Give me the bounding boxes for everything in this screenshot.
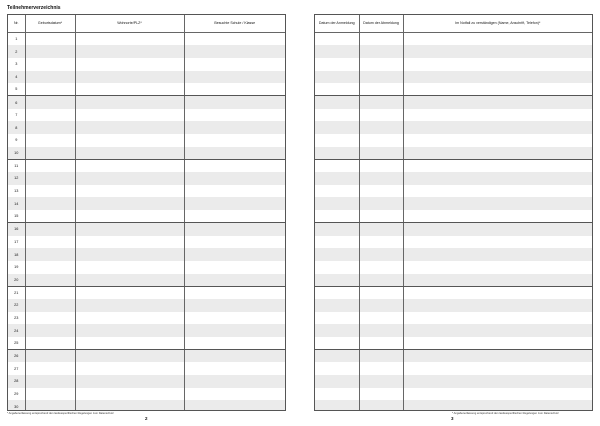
emergency-contact-cell[interactable] <box>403 185 592 198</box>
table-row <box>8 324 285 337</box>
birthdate-cell[interactable] <box>25 197 75 210</box>
residence-cell[interactable] <box>75 375 184 388</box>
registration-date-cell[interactable] <box>315 299 359 312</box>
school-class-cell[interactable] <box>184 159 285 172</box>
deregistration-date-cell[interactable] <box>359 312 403 325</box>
emergency-contact-cell[interactable] <box>403 261 592 274</box>
birthdate-cell[interactable] <box>25 375 75 388</box>
emergency-contact-cell[interactable] <box>403 324 592 337</box>
school-class-cell[interactable] <box>184 350 285 363</box>
table-row <box>8 236 285 249</box>
birthdate-cell[interactable] <box>25 45 75 58</box>
table-row <box>8 96 285 109</box>
table-row <box>8 210 285 223</box>
emergency-contact-cell[interactable] <box>403 350 592 363</box>
table-row <box>315 223 592 236</box>
table-row <box>8 274 285 287</box>
right-header-row <box>315 15 592 33</box>
footnote-left: * Angabenerfassung entsprechend den landesspezifischen Regelungen zum Datenschutz <box>7 412 114 415</box>
row-number: 17 <box>8 236 25 249</box>
birthdate-cell[interactable] <box>25 172 75 185</box>
registration-date-cell[interactable] <box>315 134 359 147</box>
table-row <box>315 71 592 84</box>
birthdate-cell[interactable] <box>25 121 75 134</box>
registration-date-cell[interactable] <box>315 248 359 261</box>
row-number: 29 <box>8 388 25 401</box>
row-number: 16 <box>8 223 25 236</box>
row-number: 19 <box>8 261 25 274</box>
school-class-cell[interactable] <box>184 147 285 160</box>
participant-table-right <box>314 14 593 411</box>
registration-date-cell[interactable] <box>315 400 359 411</box>
table-row <box>8 350 285 363</box>
birthdate-cell[interactable] <box>25 223 75 236</box>
table-row <box>315 109 592 122</box>
deregistration-date-cell[interactable] <box>359 274 403 287</box>
row-number: 25 <box>8 337 25 350</box>
row-number: 22 <box>8 299 25 312</box>
school-class-cell[interactable] <box>184 248 285 261</box>
birthdate-cell[interactable] <box>25 147 75 160</box>
emergency-contact-cell[interactable] <box>403 109 592 122</box>
school-class-cell[interactable] <box>184 172 285 185</box>
table-row <box>315 299 592 312</box>
deregistration-date-cell[interactable] <box>359 337 403 350</box>
school-class-cell[interactable] <box>184 375 285 388</box>
row-number: 4 <box>8 71 25 84</box>
birthdate-cell[interactable] <box>25 299 75 312</box>
residence-cell[interactable] <box>75 147 184 160</box>
deregistration-date-cell[interactable] <box>359 83 403 96</box>
row-number: 20 <box>8 274 25 287</box>
birthdate-cell[interactable] <box>25 236 75 249</box>
deregistration-date-cell[interactable] <box>359 172 403 185</box>
registration-date-cell[interactable] <box>315 71 359 84</box>
birthdate-cell[interactable] <box>25 324 75 337</box>
table-row <box>315 236 592 249</box>
page-number-right: 3 <box>451 416 454 421</box>
school-class-cell[interactable] <box>184 299 285 312</box>
residence-cell[interactable] <box>75 210 184 223</box>
emergency-contact-cell[interactable] <box>403 388 592 401</box>
emergency-contact-cell[interactable] <box>403 197 592 210</box>
registration-date-cell[interactable] <box>315 159 359 172</box>
deregistration-date-cell[interactable] <box>359 299 403 312</box>
registration-date-cell[interactable] <box>315 261 359 274</box>
table-row <box>315 96 592 109</box>
row-number: 21 <box>8 286 25 299</box>
deregistration-date-cell[interactable] <box>359 324 403 337</box>
residence-cell[interactable] <box>75 96 184 109</box>
column-header-residence: Wohnorte/PLZ* <box>75 15 184 33</box>
birthdate-cell[interactable] <box>25 58 75 71</box>
registration-date-cell[interactable] <box>315 388 359 401</box>
emergency-contact-cell[interactable] <box>403 45 592 58</box>
emergency-contact-cell[interactable] <box>403 337 592 350</box>
row-number: 8 <box>8 121 25 134</box>
table-row <box>315 375 592 388</box>
table-row <box>315 159 592 172</box>
table-row <box>8 159 285 172</box>
page-number-left: 2 <box>145 416 148 421</box>
row-number: 12 <box>8 172 25 185</box>
row-number: 26 <box>8 350 25 363</box>
registration-date-cell[interactable] <box>315 236 359 249</box>
table-row <box>8 388 285 401</box>
table-row <box>8 375 285 388</box>
registration-date-cell[interactable] <box>315 185 359 198</box>
birthdate-cell[interactable] <box>25 159 75 172</box>
document-title: Teilnehmerverzeichnis <box>7 5 61 11</box>
emergency-contact-cell[interactable] <box>403 236 592 249</box>
left-header-row <box>8 15 285 33</box>
registration-date-cell[interactable] <box>315 197 359 210</box>
school-class-cell[interactable] <box>184 134 285 147</box>
residence-cell[interactable] <box>75 324 184 337</box>
registration-date-cell[interactable] <box>315 274 359 287</box>
deregistration-date-cell[interactable] <box>359 121 403 134</box>
table-row <box>315 58 592 71</box>
birthdate-cell[interactable] <box>25 400 75 411</box>
residence-cell[interactable] <box>75 71 184 84</box>
residence-cell[interactable] <box>75 45 184 58</box>
table-row <box>315 147 592 160</box>
deregistration-date-cell[interactable] <box>359 58 403 71</box>
table-row <box>315 388 592 401</box>
table-row <box>8 400 285 411</box>
table-row <box>8 45 285 58</box>
emergency-contact-cell[interactable] <box>403 71 592 84</box>
birthdate-cell[interactable] <box>25 96 75 109</box>
table-row <box>315 83 592 96</box>
school-class-cell[interactable] <box>184 33 285 46</box>
residence-cell[interactable] <box>75 109 184 122</box>
registration-date-cell[interactable] <box>315 33 359 46</box>
emergency-contact-cell[interactable] <box>403 83 592 96</box>
deregistration-date-cell[interactable] <box>359 223 403 236</box>
right-table-body <box>315 33 592 412</box>
table-row <box>315 172 592 185</box>
table-row <box>8 223 285 236</box>
deregistration-date-cell[interactable] <box>359 45 403 58</box>
residence-cell[interactable] <box>75 33 184 46</box>
birthdate-cell[interactable] <box>25 337 75 350</box>
emergency-contact-cell[interactable] <box>403 223 592 236</box>
table-row <box>315 337 592 350</box>
table-row <box>8 337 285 350</box>
registration-date-cell[interactable] <box>315 337 359 350</box>
school-class-cell[interactable] <box>184 400 285 411</box>
left-table <box>8 15 285 411</box>
row-number: 14 <box>8 197 25 210</box>
school-class-cell[interactable] <box>184 236 285 249</box>
emergency-contact-cell[interactable] <box>403 248 592 261</box>
birthdate-cell[interactable] <box>25 210 75 223</box>
table-row <box>315 45 592 58</box>
deregistration-date-cell[interactable] <box>359 71 403 84</box>
table-row <box>315 197 592 210</box>
deregistration-date-cell[interactable] <box>359 33 403 46</box>
table-row <box>8 362 285 375</box>
registration-date-cell[interactable] <box>315 210 359 223</box>
emergency-contact-cell[interactable] <box>403 147 592 160</box>
residence-cell[interactable] <box>75 172 184 185</box>
residence-cell[interactable] <box>75 248 184 261</box>
participant-table-left <box>7 14 286 411</box>
table-row <box>8 147 285 160</box>
deregistration-date-cell[interactable] <box>359 210 403 223</box>
birthdate-cell[interactable] <box>25 185 75 198</box>
row-number: 24 <box>8 324 25 337</box>
deregistration-date-cell[interactable] <box>359 350 403 363</box>
school-class-cell[interactable] <box>184 312 285 325</box>
registration-date-cell[interactable] <box>315 45 359 58</box>
residence-cell[interactable] <box>75 299 184 312</box>
deregistration-date-cell[interactable] <box>359 286 403 299</box>
deregistration-date-cell[interactable] <box>359 362 403 375</box>
residence-cell[interactable] <box>75 121 184 134</box>
school-class-cell[interactable] <box>184 210 285 223</box>
school-class-cell[interactable] <box>184 324 285 337</box>
table-row <box>315 261 592 274</box>
table-row <box>8 83 285 96</box>
emergency-contact-cell[interactable] <box>403 33 592 46</box>
deregistration-date-cell[interactable] <box>359 197 403 210</box>
row-number: 27 <box>8 362 25 375</box>
column-header-emergency-contact: Im Notfall zu verständigen (Name, Anschrift, Telefon)* <box>403 15 592 33</box>
row-number: 5 <box>8 83 25 96</box>
column-header-deregistration-date: Datum der Abmeldung <box>359 15 403 33</box>
birthdate-cell[interactable] <box>25 261 75 274</box>
registration-date-cell[interactable] <box>315 83 359 96</box>
registration-date-cell[interactable] <box>315 223 359 236</box>
table-row <box>8 312 285 325</box>
registration-date-cell[interactable] <box>315 350 359 363</box>
row-number: 30 <box>8 400 25 411</box>
left-table-body <box>8 33 285 412</box>
deregistration-date-cell[interactable] <box>359 261 403 274</box>
table-row <box>8 134 285 147</box>
row-number: 3 <box>8 58 25 71</box>
birthdate-cell[interactable] <box>25 109 75 122</box>
table-row <box>8 261 285 274</box>
emergency-contact-cell[interactable] <box>403 312 592 325</box>
residence-cell[interactable] <box>75 134 184 147</box>
table-row <box>315 248 592 261</box>
residence-cell[interactable] <box>75 236 184 249</box>
right-table <box>315 15 592 411</box>
deregistration-date-cell[interactable] <box>359 147 403 160</box>
registration-date-cell[interactable] <box>315 375 359 388</box>
table-row <box>315 210 592 223</box>
column-header-nr: Nr. <box>8 15 25 33</box>
table-row <box>315 121 592 134</box>
table-row <box>8 58 285 71</box>
deregistration-date-cell[interactable] <box>359 185 403 198</box>
emergency-contact-cell[interactable] <box>403 299 592 312</box>
school-class-cell[interactable] <box>184 388 285 401</box>
table-row <box>8 185 285 198</box>
residence-cell[interactable] <box>75 83 184 96</box>
deregistration-date-cell[interactable] <box>359 159 403 172</box>
school-class-cell[interactable] <box>184 58 285 71</box>
birthdate-cell[interactable] <box>25 134 75 147</box>
residence-cell[interactable] <box>75 286 184 299</box>
emergency-contact-cell[interactable] <box>403 286 592 299</box>
residence-cell[interactable] <box>75 159 184 172</box>
table-row <box>315 286 592 299</box>
table-row <box>8 109 285 122</box>
registration-date-cell[interactable] <box>315 58 359 71</box>
emergency-contact-cell[interactable] <box>403 134 592 147</box>
birthdate-cell[interactable] <box>25 83 75 96</box>
column-header-school-class: Besuchte Schule / Klasse <box>184 15 285 33</box>
birthdate-cell[interactable] <box>25 248 75 261</box>
school-class-cell[interactable] <box>184 337 285 350</box>
emergency-contact-cell[interactable] <box>403 274 592 287</box>
birthdate-cell[interactable] <box>25 286 75 299</box>
birthdate-cell[interactable] <box>25 362 75 375</box>
registration-date-cell[interactable] <box>315 312 359 325</box>
row-number: 15 <box>8 210 25 223</box>
table-row <box>315 33 592 46</box>
emergency-contact-cell[interactable] <box>403 375 592 388</box>
registration-date-cell[interactable] <box>315 324 359 337</box>
school-class-cell[interactable] <box>184 274 285 287</box>
emergency-contact-cell[interactable] <box>403 210 592 223</box>
residence-cell[interactable] <box>75 337 184 350</box>
residence-cell[interactable] <box>75 185 184 198</box>
row-number: 2 <box>8 45 25 58</box>
table-row <box>8 248 285 261</box>
emergency-contact-cell[interactable] <box>403 362 592 375</box>
table-row <box>315 274 592 287</box>
birthdate-cell[interactable] <box>25 312 75 325</box>
table-row <box>8 286 285 299</box>
table-row <box>8 299 285 312</box>
deregistration-date-cell[interactable] <box>359 400 403 411</box>
registration-date-cell[interactable] <box>315 362 359 375</box>
birthdate-cell[interactable] <box>25 71 75 84</box>
residence-cell[interactable] <box>75 400 184 411</box>
column-header-registration-date: Datum der Anmeldung <box>315 15 359 33</box>
table-row <box>8 71 285 84</box>
school-class-cell[interactable] <box>184 261 285 274</box>
table-row <box>8 197 285 210</box>
row-number: 10 <box>8 147 25 160</box>
table-row <box>315 324 592 337</box>
school-class-cell[interactable] <box>184 362 285 375</box>
birthdate-cell[interactable] <box>25 33 75 46</box>
school-class-cell[interactable] <box>184 223 285 236</box>
residence-cell[interactable] <box>75 350 184 363</box>
row-number: 1 <box>8 33 25 46</box>
emergency-contact-cell[interactable] <box>403 172 592 185</box>
residence-cell[interactable] <box>75 362 184 375</box>
residence-cell[interactable] <box>75 261 184 274</box>
registration-date-cell[interactable] <box>315 286 359 299</box>
row-number: 28 <box>8 375 25 388</box>
school-class-cell[interactable] <box>184 286 285 299</box>
row-number: 11 <box>8 159 25 172</box>
birthdate-cell[interactable] <box>25 388 75 401</box>
table-row <box>315 312 592 325</box>
residence-cell[interactable] <box>75 58 184 71</box>
emergency-contact-cell[interactable] <box>403 121 592 134</box>
registration-date-cell[interactable] <box>315 121 359 134</box>
residence-cell[interactable] <box>75 312 184 325</box>
table-row <box>315 185 592 198</box>
row-number: 18 <box>8 248 25 261</box>
birthdate-cell[interactable] <box>25 274 75 287</box>
registration-date-cell[interactable] <box>315 96 359 109</box>
table-row <box>315 400 592 411</box>
registration-date-cell[interactable] <box>315 172 359 185</box>
table-row <box>8 121 285 134</box>
footnote-right: * Angabenerfassung entsprechend den landesspezifischen Regelungen zum Datenschutz <box>452 412 559 415</box>
school-class-cell[interactable] <box>184 71 285 84</box>
deregistration-date-cell[interactable] <box>359 388 403 401</box>
table-row <box>315 362 592 375</box>
registration-date-cell[interactable] <box>315 147 359 160</box>
row-number: 13 <box>8 185 25 198</box>
school-class-cell[interactable] <box>184 45 285 58</box>
table-row <box>315 350 592 363</box>
emergency-contact-cell[interactable] <box>403 400 592 411</box>
row-number: 9 <box>8 134 25 147</box>
residence-cell[interactable] <box>75 223 184 236</box>
row-number: 23 <box>8 312 25 325</box>
table-row <box>315 134 592 147</box>
table-row <box>8 172 285 185</box>
school-class-cell[interactable] <box>184 109 285 122</box>
residence-cell[interactable] <box>75 197 184 210</box>
school-class-cell[interactable] <box>184 83 285 96</box>
birthdate-cell[interactable] <box>25 350 75 363</box>
school-class-cell[interactable] <box>184 96 285 109</box>
school-class-cell[interactable] <box>184 121 285 134</box>
deregistration-date-cell[interactable] <box>359 236 403 249</box>
emergency-contact-cell[interactable] <box>403 96 592 109</box>
deregistration-date-cell[interactable] <box>359 375 403 388</box>
deregistration-date-cell[interactable] <box>359 109 403 122</box>
emergency-contact-cell[interactable] <box>403 159 592 172</box>
emergency-contact-cell[interactable] <box>403 58 592 71</box>
residence-cell[interactable] <box>75 388 184 401</box>
deregistration-date-cell[interactable] <box>359 96 403 109</box>
residence-cell[interactable] <box>75 274 184 287</box>
table-row <box>8 33 285 46</box>
school-class-cell[interactable] <box>184 197 285 210</box>
row-number: 6 <box>8 96 25 109</box>
deregistration-date-cell[interactable] <box>359 134 403 147</box>
school-class-cell[interactable] <box>184 185 285 198</box>
registration-date-cell[interactable] <box>315 109 359 122</box>
row-number: 7 <box>8 109 25 122</box>
column-header-birthdate: Geburtsdatum* <box>25 15 75 33</box>
deregistration-date-cell[interactable] <box>359 248 403 261</box>
